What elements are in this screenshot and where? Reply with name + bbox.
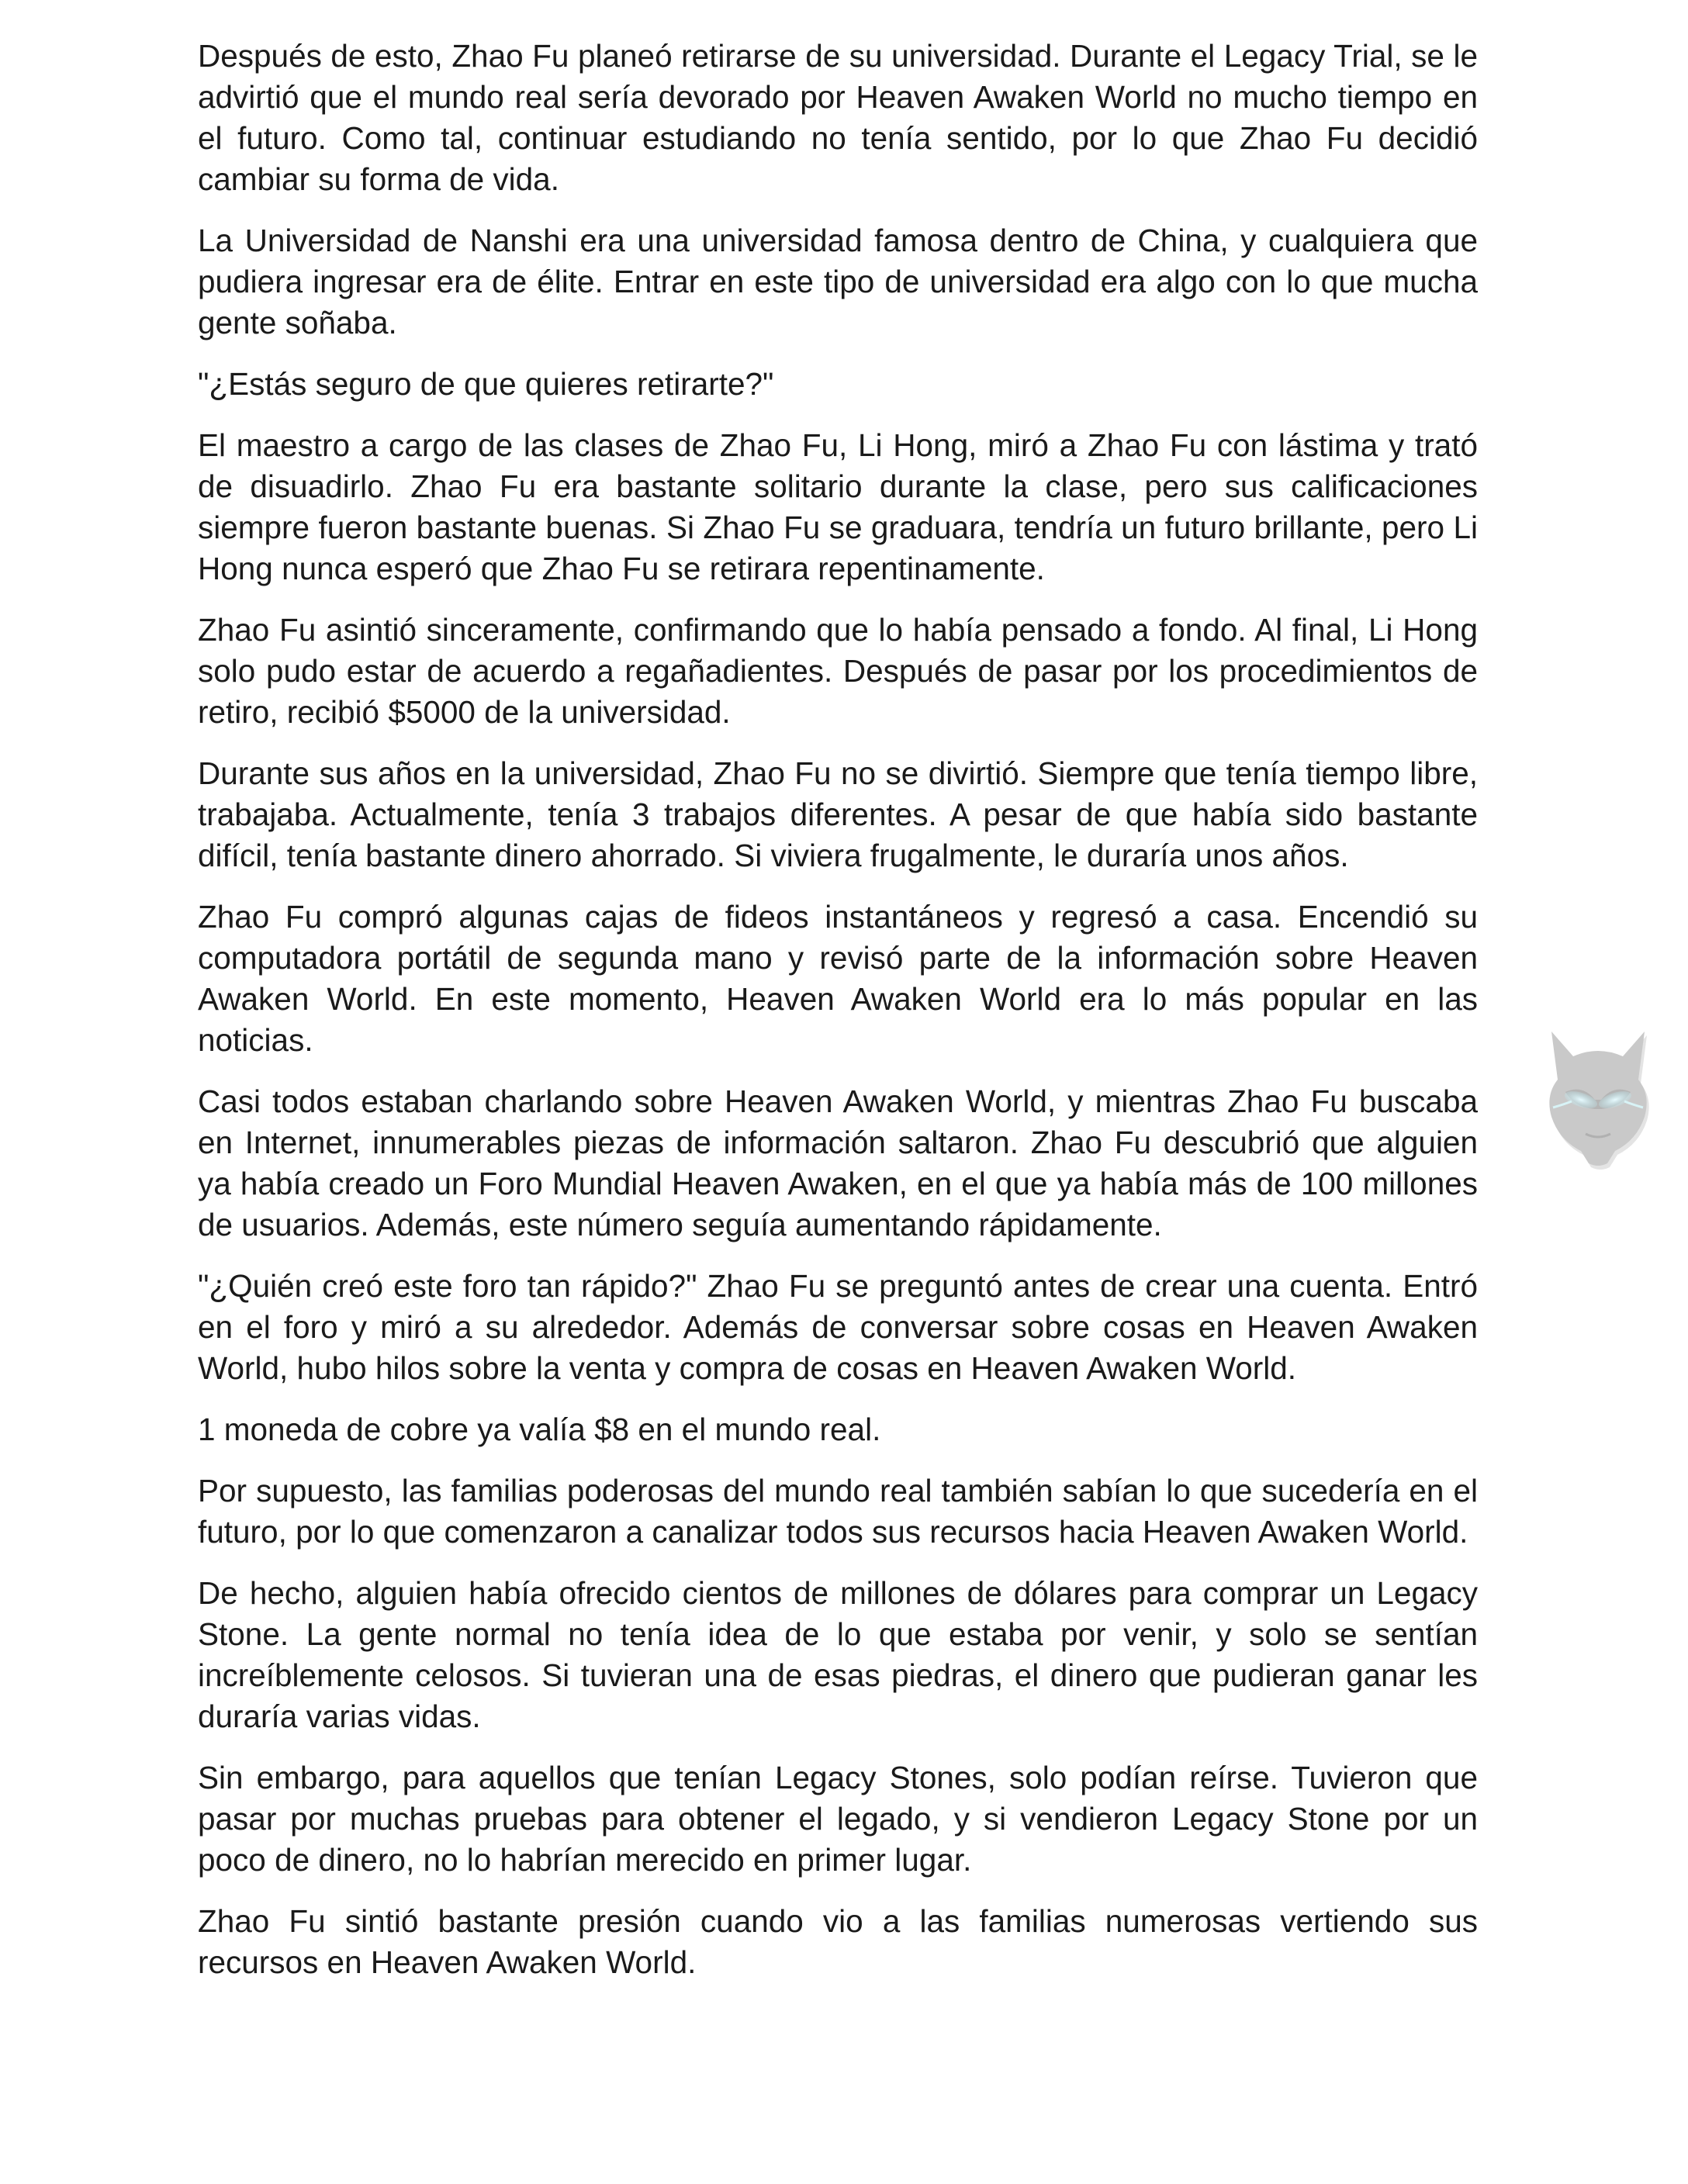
paragraph: El maestro a cargo de las clases de Zhao Fu, Li Hong, miró a Zhao Fu con lástima y trató de disuadirlo. Zhao Fu era bastante solitario durante la clase, pero sus calificaciones siempre fueron bastante buenas. Si Zhao Fu se graduara, tendría un futuro brillante, pero Li Hong nunca esperó que Zhao Fu se retirara repentinamente. [198,427,1478,586]
paragraph: Zhao Fu sintió bastante presión cuando vio a las familias numerosas vertiendo sus recursos en Heaven Awaken World. [198,1903,1478,1980]
demon-head-icon [1520,1008,1676,1171]
paragraph: Durante sus años en la universidad, Zhao Fu no se divirtió. Siempre que tenía tiempo libre, trabajaba. Actualmente, tenía 3 trabajos diferentes. A pesar de que había sido bastante difícil, tenía bastante dinero ahorrado. Si viviera frugalmente, le duraría unos años. [198,755,1478,873]
paragraph: Casi todos estaban charlando sobre Heaven Awaken World, y mientras Zhao Fu buscaba en Internet, innumerables piezas de información saltaron. Zhao Fu descubrió que alguien ya había creado un Foro Mundial Heaven Awaken, en el que ya había más de 100 millones de usuarios. Además, este número seguía aumentando rápidamente. [198,1083,1478,1242]
document-body [198,36,1478,2003]
paragraph: La Universidad de Nanshi era una universidad famosa dentro de China, y cualquiera que pudiera ingresar era de élite. Entrar en este tipo de universidad era algo con lo que mucha gente soñaba. [198,223,1478,340]
paragraph: "¿Quién creó este foro tan rápido?" Zhao Fu se preguntó antes de crear una cuenta. Entró en el foro y miró a su alrededor. Además de conversar sobre cosas en Heaven Awaken World, hubo hilos sobre la venta y compra de cosas en Heaven Awaken World. [198,1268,1478,1386]
paragraph: Después de esto, Zhao Fu planeó retirarse de su universidad. Durante el Legacy Trial, se le advirtió que el mundo real sería devorado por Heaven Awaken World no mucho tiempo en el futuro. Como tal, continuar estudiando no tenía sentido, por lo que Zhao Fu decidió cambiar su forma de vida. [198,38,1478,197]
paragraph: "¿Estás seguro de que quieres retirarte?" [198,366,774,402]
paragraph: Zhao Fu compró algunas cajas de fideos instantáneos y regresó a casa. Encendió su computadora portátil de segunda mano y revisó parte de la información sobre Heaven Awaken World. En este momento, Heaven Awaken World era lo más popular en las noticias. [198,899,1478,1058]
paragraph: Zhao Fu asintió sinceramente, confirmando que lo había pensado a fondo. Al final, Li Hong solo pudo estar de acuerdo a regañadientes. Después de pasar por los procedimientos de retiro, recibió $5000 de la universidad. [198,612,1478,730]
paragraph: Por supuesto, las familias poderosas del mundo real también sabían lo que sucedería en el futuro, por lo que comenzaron a canalizar todos sus recursos hacia Heaven Awaken World. [198,1473,1478,1550]
paragraph: 1 moneda de cobre ya valía $8 en el mundo real. [198,1412,881,1447]
paragraph: De hecho, alguien había ofrecido cientos de millones de dólares para comprar un Legacy Stone. La gente normal no tenía idea de lo que estaba por venir, y solo se sentían increíblemente celosos. Si tuvieran una de esas piedras, el dinero que pudieran ganar les duraría varias vidas. [198,1575,1478,1734]
paragraph: Sin embargo, para aquellos que tenían Legacy Stones, solo podían reírse. Tuvieron que pasar por muchas pruebas para obtener el legado, y si vendieron Legacy Stone por un poco de dinero, no lo habrían merecido en primer lugar. [198,1760,1478,1878]
